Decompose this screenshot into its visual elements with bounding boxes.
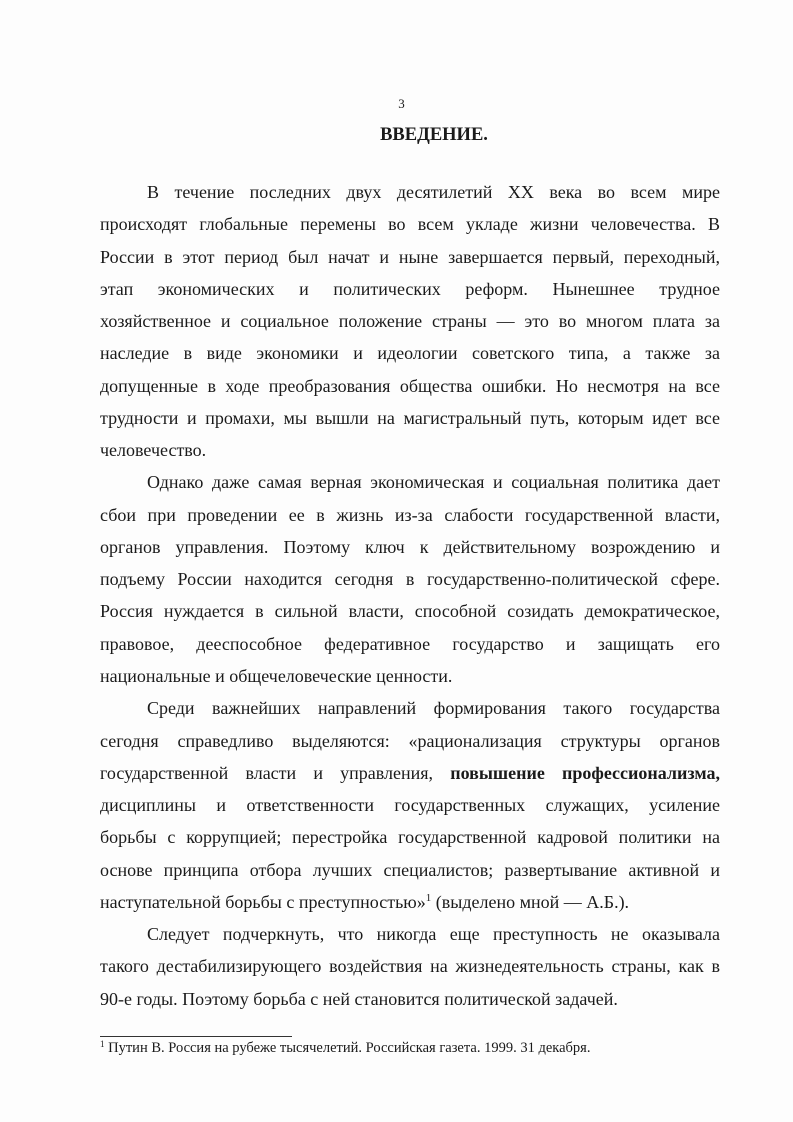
paragraph-line: России в этот период был начат и ныне завершается первый, переходный, [100,246,720,267]
footnote-text: Путин В. Россия на рубеже тысячелетий. Российская газета. 1999. 31 декабря. [104,1040,591,1056]
paragraph-line: дисциплины и ответственности государственных служащих, усиление [100,795,720,816]
paragraph-line: В течение последних двух десятилетий XX века во всем мире [147,182,720,202]
body-text [100,176,720,1015]
paragraph-line: такого дестабилизирующего воздействия на жизнедеятельность страны, как в [100,956,720,977]
paragraph-line: Среди важнейших направлений формирования такого государства [147,698,720,719]
paragraph-line: основе принципа отбора лучших специалистов; развертывание активной и [100,859,720,880]
paragraph-line: борьбы с коррупцией; перестройка государственной кадровой политики на [100,827,720,848]
paragraph-line: Россия нуждается в сильной власти, способной созидать демократическое, [100,601,720,622]
paragraph-line: подъему России находится сегодня в государственно-политической сфере. [100,569,720,590]
bold-emphasis: повышение профессионализма, [450,762,720,783]
section-title: ВВЕДЕНИЕ. [380,125,488,145]
footnote [100,1040,590,1057]
paragraph-line: трудности и промахи, мы вышли на магистральный путь, которым идет все [100,407,720,428]
paragraph-line: происходят глобальные перемены во всем укладе жизни человечества. В [100,214,720,235]
footnote-reference: 1 [425,891,432,904]
footnote-marker: 1 [100,1039,105,1049]
paragraph-line: национальные и общечеловеческие ценности. [100,665,453,686]
paragraph-line: органов управления. Поэтому ключ к действительному возрождению и [100,536,720,557]
text-segment: (выделено мной — А.Б.). [431,891,630,912]
paragraph-line: человечество. [100,440,207,461]
paragraph-line: этап экономических и политических реформ. Нынешнее трудное [100,278,720,299]
paragraph-line: наследие в виде экономики и идеологии советского типа, а также за [100,343,720,364]
paragraph-line: правовое, дееспособное федеративное государство и защищать его [100,633,720,654]
page-number: 3 [398,96,405,111]
text-segment: наступательной борьбы с преступностью» [100,891,426,912]
paragraph-line: сбои при проведении ее в жизнь из-за слабости государственной власти, [100,504,720,525]
paragraph-line: 90-е годы. Поэтому борьба с ней становится политической задачей. [100,988,618,1009]
footnote-divider [100,1036,292,1037]
paragraph-line: допущенные в ходе преобразования общества ошибки. Но несмотря на все [100,375,720,396]
paragraph-line [100,757,720,789]
paragraph-line [100,886,720,918]
paragraph-line: хозяйственное и социальное положение страны — это во многом плата за [100,311,720,332]
text-segment: государственной власти и управления, [100,762,451,783]
paragraph-line: Однако даже самая верная экономическая и социальная политика дает [147,472,720,493]
paragraph-line: сегодня справедливо выделяются: «рационализация структуры органов [100,730,720,751]
paragraph-line: Следует подчеркнуть, что никогда еще преступность не оказывала [147,924,720,945]
